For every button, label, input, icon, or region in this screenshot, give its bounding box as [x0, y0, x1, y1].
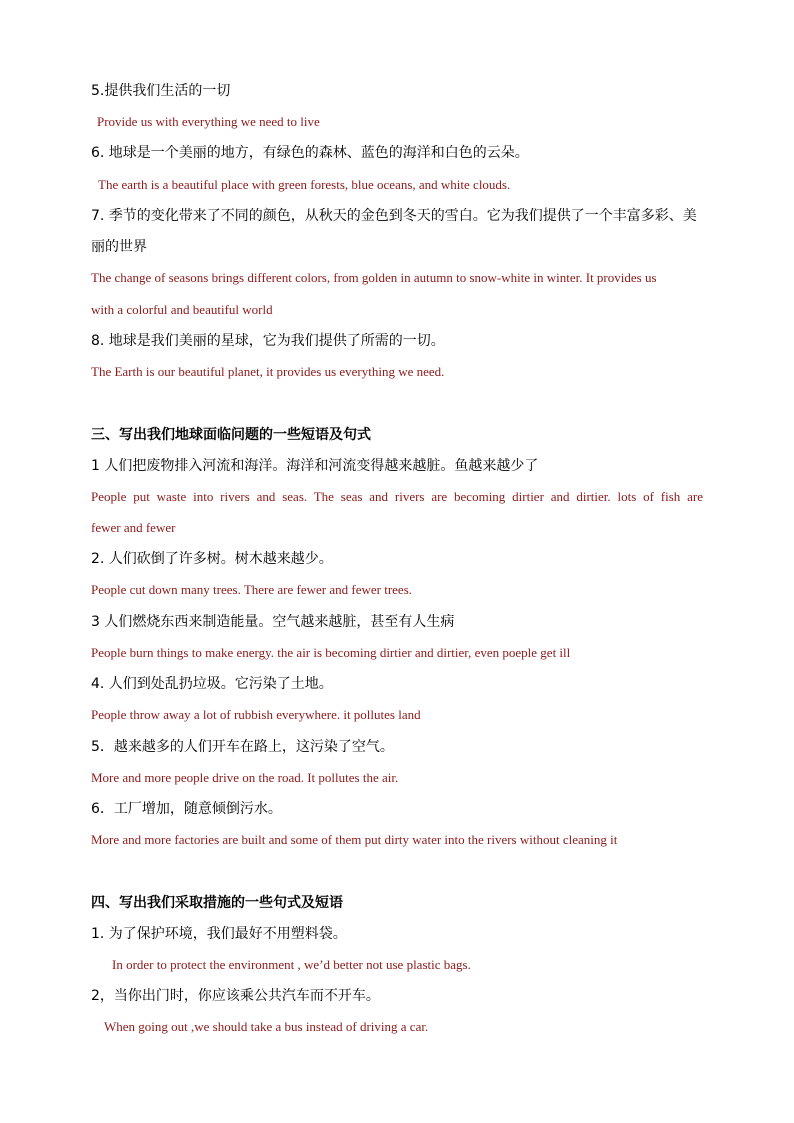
- item-7-chinese-line2: 丽的世界: [91, 239, 147, 255]
- s3-item-3-chinese: 3 人们燃烧东西来制造能量。空气越来越脏，甚至有人生病: [91, 614, 455, 630]
- s3-item-5-chinese: 5．越来越多的人们开车在路上，这污染了空气。: [91, 739, 394, 755]
- item-5-english: Provide us with everything we need to live: [97, 114, 320, 129]
- s3-item-6-chinese: 6．工厂增加，随意倾倒污水。: [91, 801, 282, 817]
- s3-item-4-chinese: 4. 人们到处乱扔垃圾。它污染了土地。: [91, 676, 333, 692]
- section-3-heading: 三、写出我们地球面临问题的一些短语及句式: [91, 427, 371, 443]
- item-7-chinese-line1: 7. 季节的变化带来了不同的颜色，从秋天的金色到冬天的雪白。它为我们提供了一个丰富多彩、美: [91, 208, 697, 224]
- s4-item-2-english: When going out ,we should take a bus instead of driving a car.: [104, 1019, 429, 1034]
- item-8-chinese: 8. 地球是我们美丽的星球，它为我们提供了所需的一切。: [91, 333, 445, 349]
- item-6-chinese: 6. 地球是一个美丽的地方，有绿色的森林、蓝色的海洋和白色的云朵。: [91, 145, 529, 161]
- s3-item-6-english: More and more factories are built and some of them put dirty water into the rivers without cleaning it: [91, 832, 618, 847]
- s3-item-5-english: More and more people drive on the road. It pollutes the air.: [91, 770, 399, 785]
- item-8-english: The Earth is our beautiful planet, it provides us everything we need.: [91, 364, 445, 379]
- s4-item-1-chinese: 1. 为了保护环境，我们最好不用塑料袋。: [91, 926, 347, 942]
- item-6-english: The earth is a beautiful place with green forests, blue oceans, and white clouds.: [98, 177, 511, 192]
- item-5-chinese: 5.提供我们生活的一切: [91, 83, 231, 99]
- s3-item-1-english-line1: People put waste into rivers and seas. The seas and rivers are becoming dirtier and dirtier. lots of fish are: [91, 489, 703, 504]
- item-7-english-line1: The change of seasons brings different colors, from golden in autumn to snow-white in winter. It provides us: [91, 270, 657, 285]
- s4-item-2-chinese: 2，当你出门时，你应该乘公共汽车而不开车。: [91, 988, 380, 1004]
- s4-item-1-english: In order to protect the environment , we’d better not use plastic bags.: [112, 957, 471, 972]
- section-4-heading: 四、写出我们采取措施的一些句式及短语: [91, 895, 343, 911]
- s3-item-2-chinese: 2. 人们砍倒了许多树。树木越来越少。: [91, 551, 333, 567]
- s3-item-1-chinese: 1 人们把废物排入河流和海洋。海洋和河流变得越来越脏。鱼越来越少了: [91, 458, 539, 474]
- item-7-english-line2: with a colorful and beautiful world: [91, 302, 273, 317]
- s3-item-2-english: People cut down many trees. There are fewer and fewer trees.: [91, 582, 413, 597]
- s3-item-1-english-line2: fewer and fewer: [91, 520, 176, 535]
- s3-item-3-english: People burn things to make energy. the air is becoming dirtier and dirtier, even poeple get ill: [91, 645, 571, 660]
- s3-item-4-english: People throw away a lot of rubbish everywhere. it pollutes land: [91, 707, 421, 722]
